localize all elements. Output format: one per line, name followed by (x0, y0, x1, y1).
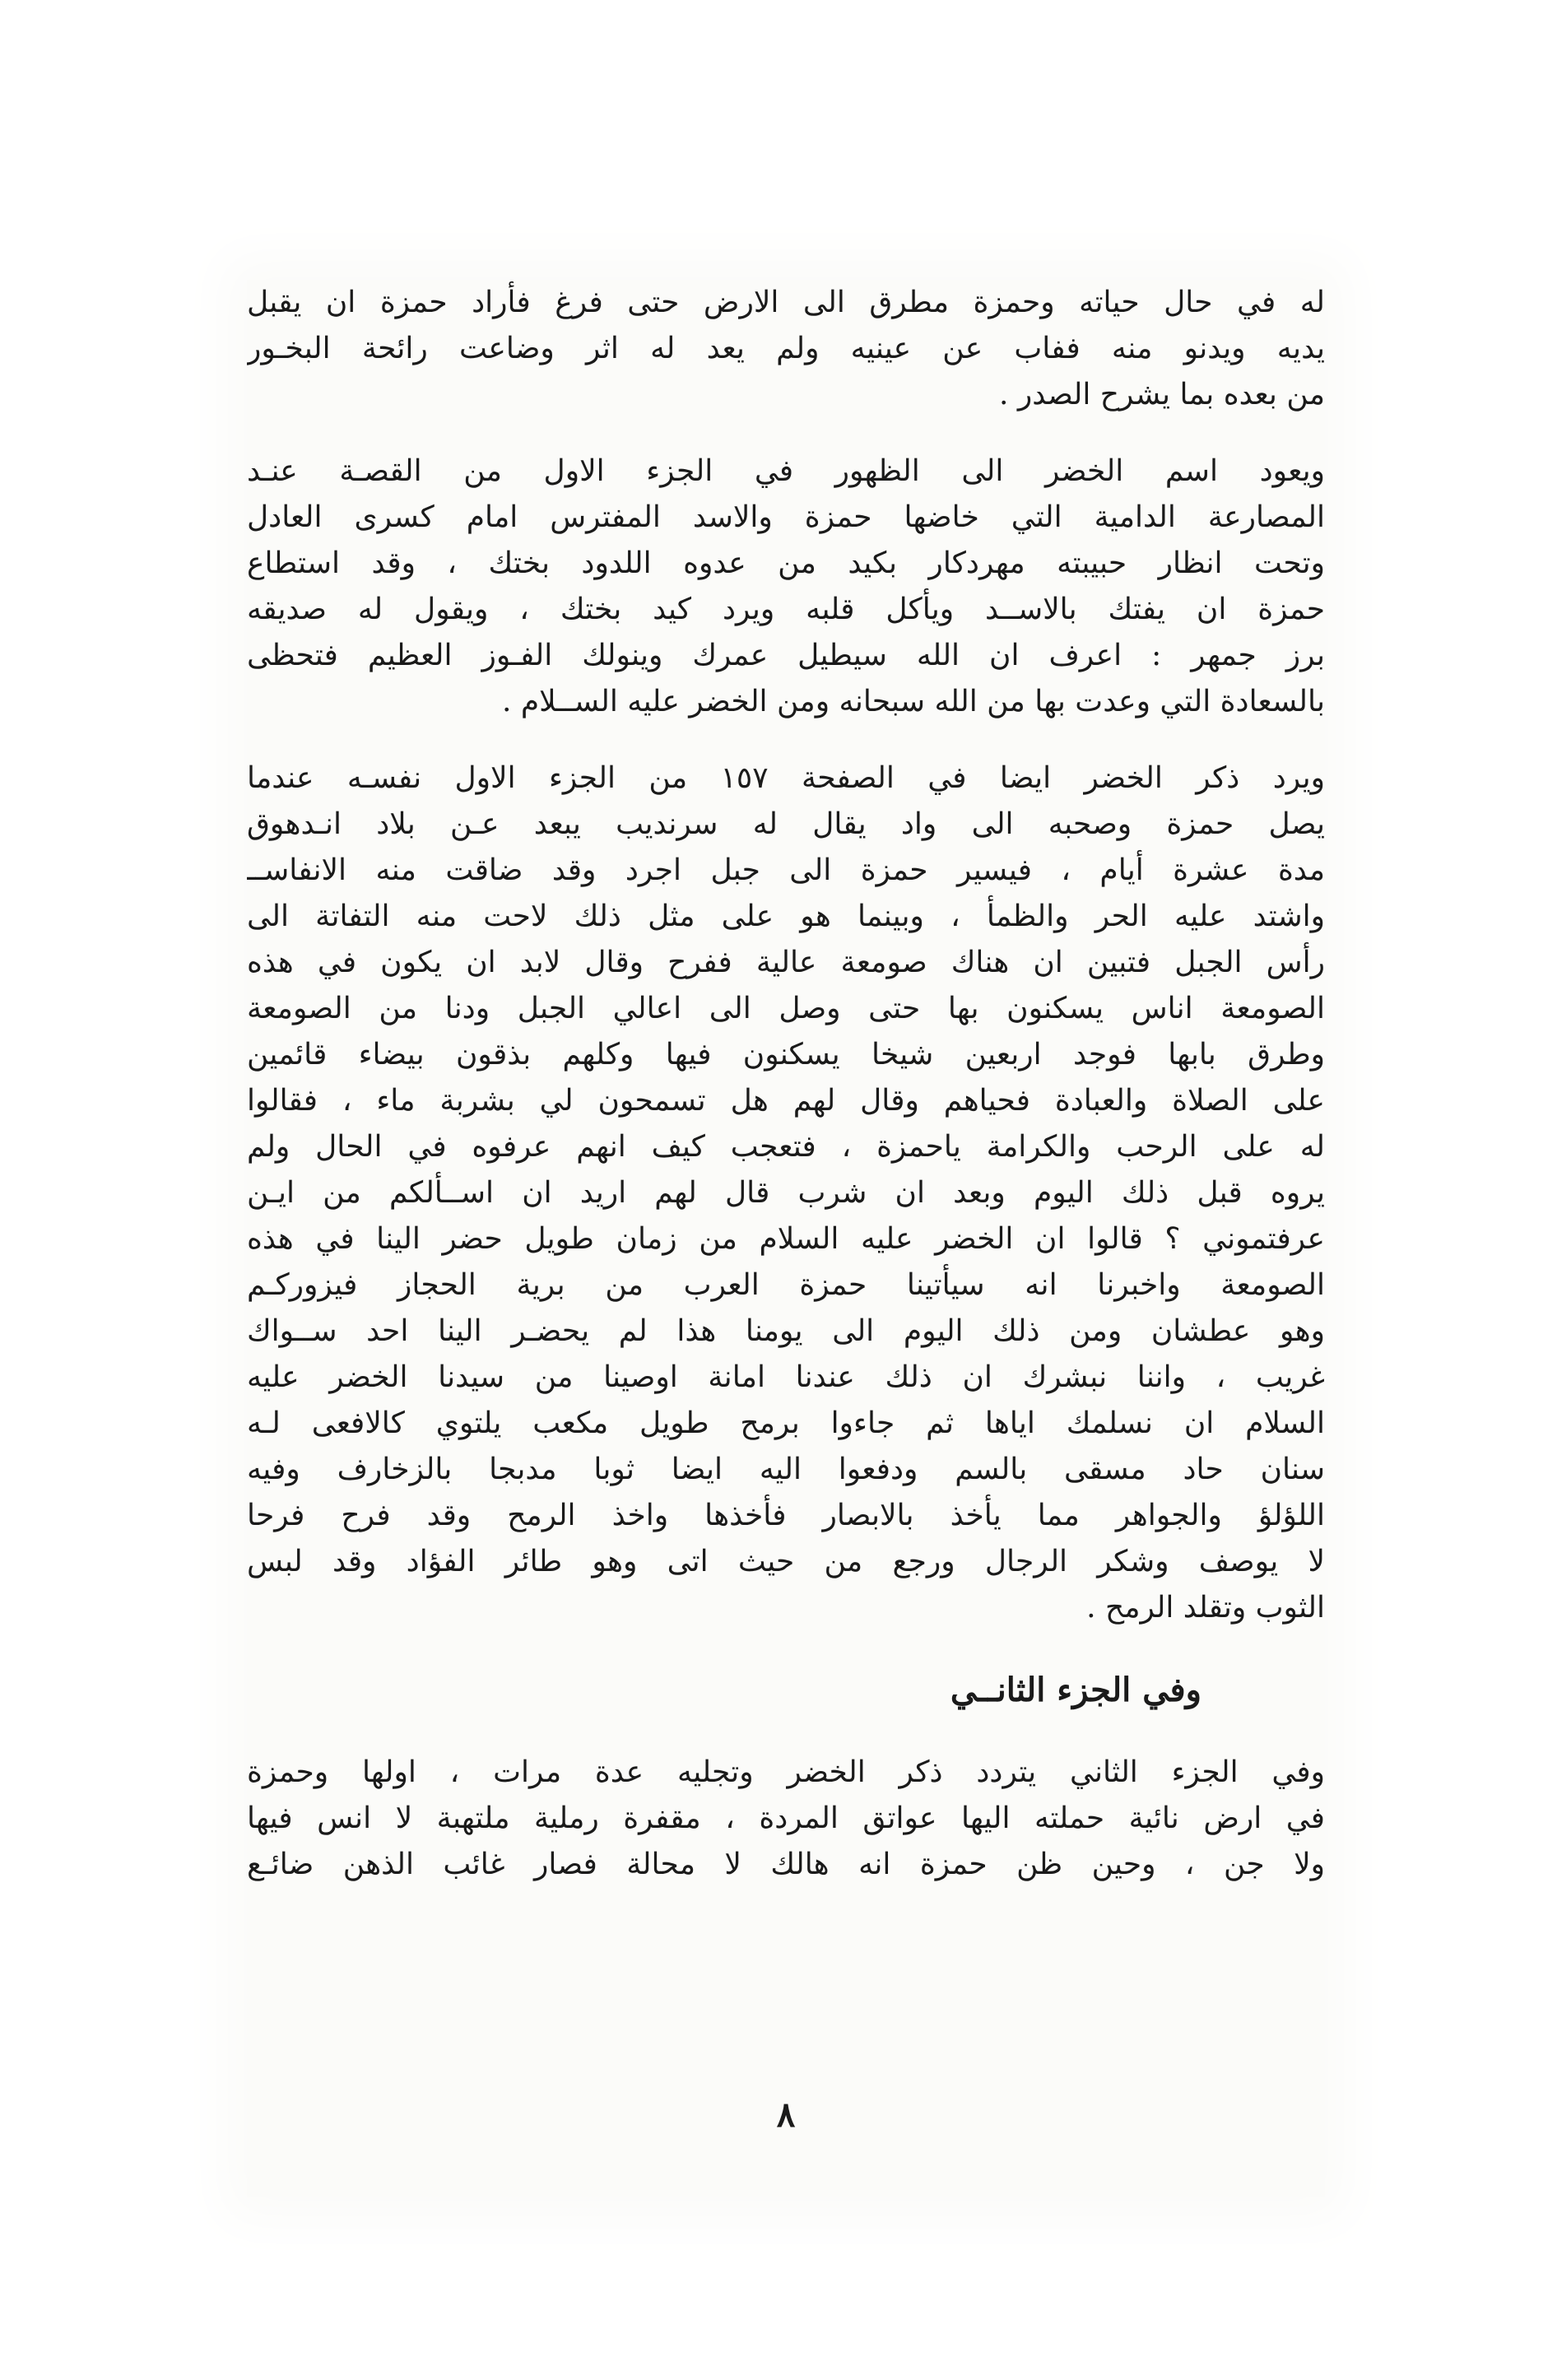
text-line: يديه ويدنو منه ففاب عن عينيه ولم يعد له اثر وضاعت رائحة البخـور (247, 332, 1325, 365)
text-line: الصومعة واخبرنا انه سيأتينا حمزة العرب من برية الحجاز فيزوركـم (247, 1268, 1325, 1302)
text-line: اللؤلؤ والجواهر مما يأخذ بالابصار فأخذها واخذ الرمح وقد فرح فرحا (247, 1499, 1325, 1532)
text-line: الصومعة اناس يسكنون بها حتى وصل الى اعالي الجبل ودنا من الصومعة (247, 992, 1325, 1025)
text-line: يصل حمزة وصحبه الى واد يقال له سرنديب يبعد عـن بلاد انـدهوق (247, 807, 1325, 841)
text-line: الثوب وتقلد الرمح . (1086, 1591, 1325, 1625)
section-heading: وفي الجزء الثانــي (950, 1671, 1201, 1709)
paragraph-gap (247, 1719, 1325, 1750)
text-line: رأس الجبل فتبين ان هناك صومعة عالية ففرح وقال لابد ان يكون في هذه (247, 946, 1325, 979)
text-line: من بعده بما يشرح الصدر . (999, 378, 1325, 411)
text-line: له في حال حياته وحمزة مطرق الى الارض حتى فرغ فأراد حمزة ان يقبل (247, 286, 1325, 319)
paragraph-gap (247, 725, 1325, 755)
text-line: برز جمهر : اعرف ان الله سيطيل عمرك وينولك الفـوز العظيم فتحظى (247, 639, 1325, 672)
paragraph-4 (247, 1750, 1325, 1888)
text-line: ويعود اسم الخضر الى الظهور في الجزء الاول من القصـة عنـد (247, 454, 1325, 488)
page-number: ٨ (776, 2094, 796, 2135)
text-line: سنان حاد مسقى بالسم ودفعوا اليه ايضا ثوبا مدبجا بالزخارف وفيه (247, 1453, 1325, 1486)
page-content (247, 280, 1325, 1888)
text-line: السلام ان نسلمك اياها ثم جاءوا برمح طويل مكعب يلتوي كالافعى لـه (247, 1406, 1325, 1440)
text-line: بالسعادة التي وعدت بها من الله سبحانه ومن الخضر عليه الســلام . (501, 685, 1325, 718)
text-line: لا يوصف وشكر الرجال ورجع من حيث اتى وهو طائر الفؤاد وقد لبس (247, 1545, 1325, 1578)
text-line: في ارض نائية حملته اليها عواتق المردة ، مقفرة رملية ملتهبة لا انس فيها (247, 1801, 1325, 1835)
book-page (247, 280, 1325, 2197)
text-line: يروه قبل ذلك اليوم وبعد ان شرب قال لهم اريد ان اســألكم من ايـن (247, 1176, 1325, 1210)
text-line: ويرد ذكر الخضر ايضا في الصفحة ١٥٧ من الجزء الاول نفسـه عندما (247, 761, 1325, 795)
text-line: وفي الجزء الثاني يتردد ذكر الخضر وتجليه عدة مرات ، اولها وحمزة (247, 1755, 1325, 1789)
paragraph-2 (247, 449, 1325, 725)
text-line: المصارعة الدامية التي خاضها حمزة والاسد المفترس امام كسرى العادل (247, 500, 1325, 534)
text-line: وهو عطشان ومن ذلك اليوم الى يومنا هذا لم يحضـر الينا احد ســواك (247, 1314, 1325, 1348)
text-line: عرفتموني ؟ قالوا ان الخضر عليه السلام من زمان طويل حضر الينا في هذه (247, 1222, 1325, 1256)
text-line: مدة عشرة أيام ، فيسير حمزة الى جبل اجرد وقد ضاقت منه الانفاســ (247, 853, 1325, 887)
text-line: ولا جن ، وحين ظن حمزة انه هالك لا محالة فصار غائب الذهن ضائـع (247, 1848, 1325, 1881)
text-line: حمزة ان يفتك بالاســد ويأكل قلبه ويرد كيد بختك ، ويقول له صديقه (247, 593, 1325, 626)
paragraph-3 (247, 755, 1325, 1631)
text-line: وطرق بابها فوجد اربعين شيخا يسكنون فيها وكلهم بذقون بيضاء قائمين (247, 1038, 1325, 1071)
paragraph-1 (247, 280, 1325, 418)
text-line: على الصلاة والعبادة فحياهم وقال لهم هل تسمحون لي بشربة ماء ، فقالوا (247, 1084, 1325, 1118)
paragraph-gap (247, 418, 1325, 449)
text-line: غريب ، واننا نبشرك ان ذلك عندنا امانة اوصينا من سيدنا الخضر عليه (247, 1360, 1325, 1394)
text-line: وتحت انظار حبيبته مهردكار بكيد من عدوه اللدود بختك ، وقد استطاع (247, 546, 1325, 580)
text-line: له على الرحب والكرامة ياحمزة ، فتعجب كيف انهم عرفوه في الحال ولم (247, 1130, 1325, 1164)
text-line: واشتد عليه الحر والظمأ ، وبينما هو على مثل ذلك لاحت منه التفاتة الى (247, 899, 1325, 933)
paragraph-gap (247, 1631, 1325, 1662)
